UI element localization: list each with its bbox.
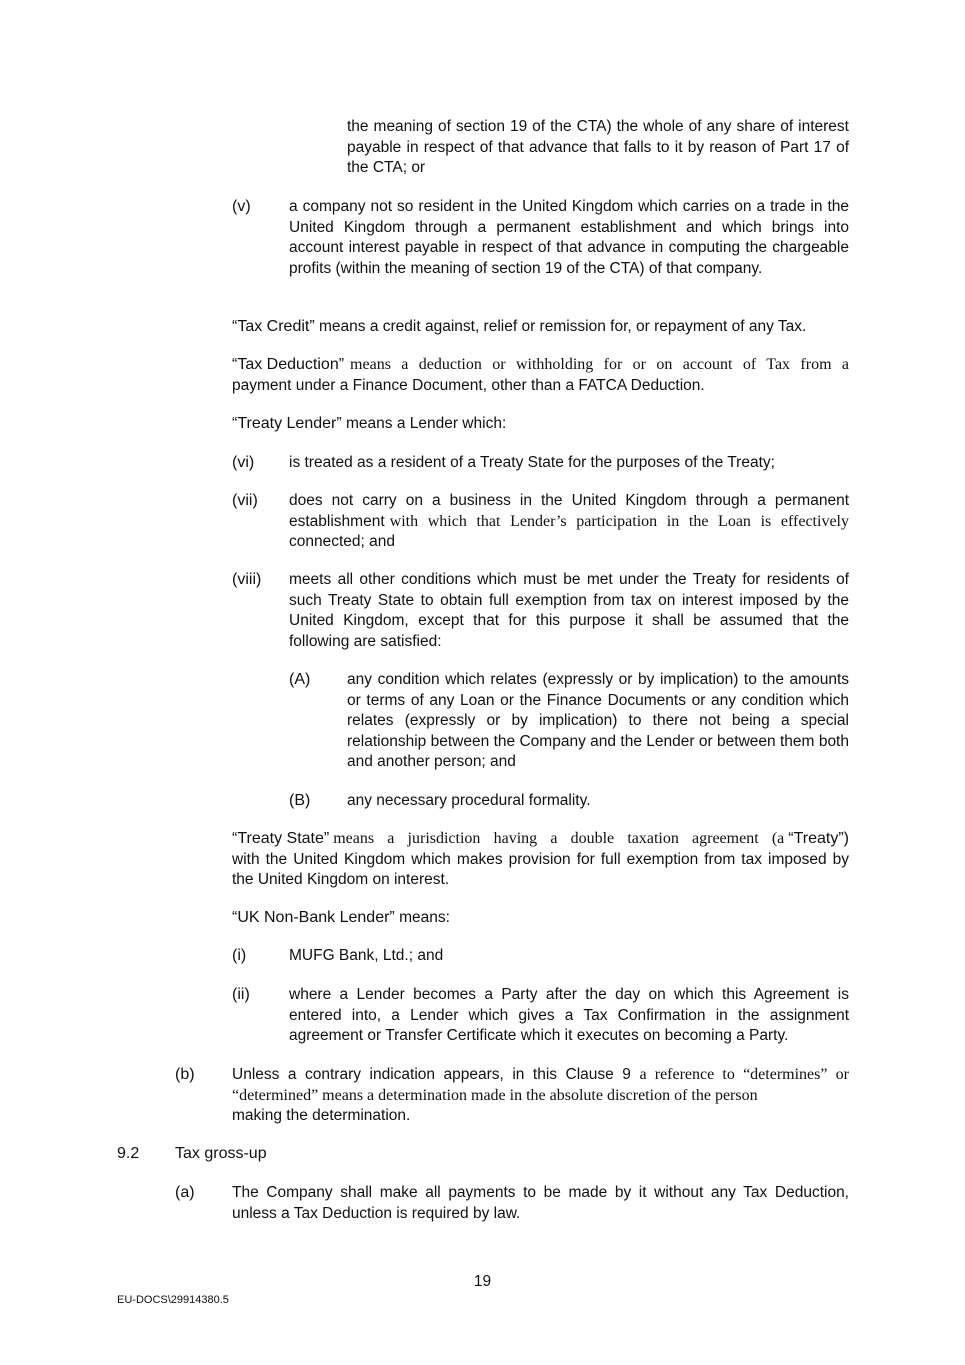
definition-treaty-state <box>232 829 849 891</box>
def-treaty-state-rest: with the United Kingdom which makes provision for full exemption from tax imposed by the United Kingdom on interest. <box>232 850 849 888</box>
definition-uk-non-bank-lender <box>232 908 852 929</box>
item-text-vii <box>289 491 849 553</box>
item-label-v: (v) <box>232 198 251 215</box>
para-continuation: the meaning of section 19 of the CTA) the whole of any share of interest payable in respect of that advance that falls to it by reason of Part 17 of the CTA; or <box>347 118 849 176</box>
item-text-v: a company not so resident in the United Kingdom which carries on a trade in the United Kingdom through a permanent establishment and which brings into account interest payable in respect of that advance in computing the chargeable profits (within the meaning of section 19 of the CTA) of that company. <box>289 198 849 277</box>
def-tax-deduction-line1: means a deduction or withholding for or on account of Tax from a <box>350 356 849 373</box>
item-label-vi: (vi) <box>232 454 255 471</box>
subitem-label-a: (A) <box>289 671 311 688</box>
item-text-b-part2: a reference to “determines” or “determined” means a determination made in the absolute discretion of the person <box>232 1066 850 1104</box>
definition-tax-deduction <box>232 355 849 396</box>
def-uk-non-bank-lender: means: <box>399 909 450 926</box>
item-text-viii: meets all other conditions which must be met under the Treaty for residents of such Treaty State to obtain full exemption from tax on interest imposed by the United Kingdom, except that for this purpose it shall be assumed that the following are satisfied: <box>289 571 849 650</box>
term-treaty-lender: “Treaty Lender” <box>232 415 342 432</box>
item-text-b <box>232 1065 849 1127</box>
item-label-ii: (ii) <box>232 986 250 1003</box>
page-number: 19 <box>473 1273 492 1290</box>
doc-reference: EU-DOCS\29914380.5 <box>117 1294 229 1306</box>
def-tax-deduction-line2: payment under a Finance Document, other than a FATCA Deduction. <box>232 376 705 394</box>
item-text-vii-line2b: with which that Lender’s participation in the Loan is effectively <box>389 512 849 530</box>
item-text-vii-line2a: establishment <box>289 512 385 530</box>
item-label-i: (i) <box>232 947 247 964</box>
item-text-vi: is treated as a resident of a Treaty State for the purposes of the Treaty; <box>289 454 775 471</box>
section-heading: Tax gross-up <box>175 1145 267 1162</box>
term-tax-credit: “Tax Credit” <box>232 318 315 335</box>
definition-treaty-lender <box>232 414 852 435</box>
item-label-vii: (vii) <box>232 492 258 509</box>
item-text-i: MUFG Bank, Ltd.; and <box>289 947 444 964</box>
item-text-b-part1: Unless a contrary indication appears, in this Clause 9 <box>232 1066 631 1083</box>
subitem-text-b: any necessary procedural formality. <box>347 792 591 809</box>
subitem-text-a: any condition which relates (expressly or by implication) to the amounts or terms of any Loan or the Finance Documents or any condition which relates (expressly or by implication) to there not being a special relationship between the Company and the Lender or between them both and another person; and <box>347 671 849 770</box>
term-treaty: “Treaty”) <box>788 830 849 847</box>
item-label-b: (b) <box>175 1066 195 1083</box>
def-treaty-state-line1: means a jurisdiction having a double taxation agreement (a <box>333 830 785 847</box>
term-treaty-state: “Treaty State” <box>232 830 330 847</box>
item-text-b-part3: making the determination. <box>232 1107 411 1124</box>
definition-tax-credit <box>232 317 852 338</box>
item-label-a: (a) <box>175 1184 195 1201</box>
def-treaty-lender: means a Lender which: <box>345 415 507 432</box>
item-text-vii-line1: does not carry on a business in the United Kingdom through a permanent <box>289 492 849 509</box>
item-label-viii: (viii) <box>232 571 262 588</box>
item-text-vii-line3: connected; and <box>289 533 396 550</box>
def-tax-credit: means a credit against, relief or remission for, or repayment of any Tax. <box>319 318 807 335</box>
item-text-a: The Company shall make all payments to be made by it without any Tax Deduction, unless a Tax Deduction is required by law. <box>232 1184 849 1222</box>
term-tax-deduction: “Tax Deduction” <box>232 356 345 373</box>
subitem-label-b: (B) <box>289 792 311 809</box>
section-number: 9.2 <box>117 1145 140 1162</box>
item-text-ii: where a Lender becomes a Party after the day on which this Agreement is entered into, a Lender which gives a Tax Confirmation in the assignment agreement or Transfer Certificate which it executes on becoming a Party. <box>289 986 849 1044</box>
term-uk-non-bank-lender: “UK Non-Bank Lender” <box>232 909 395 926</box>
